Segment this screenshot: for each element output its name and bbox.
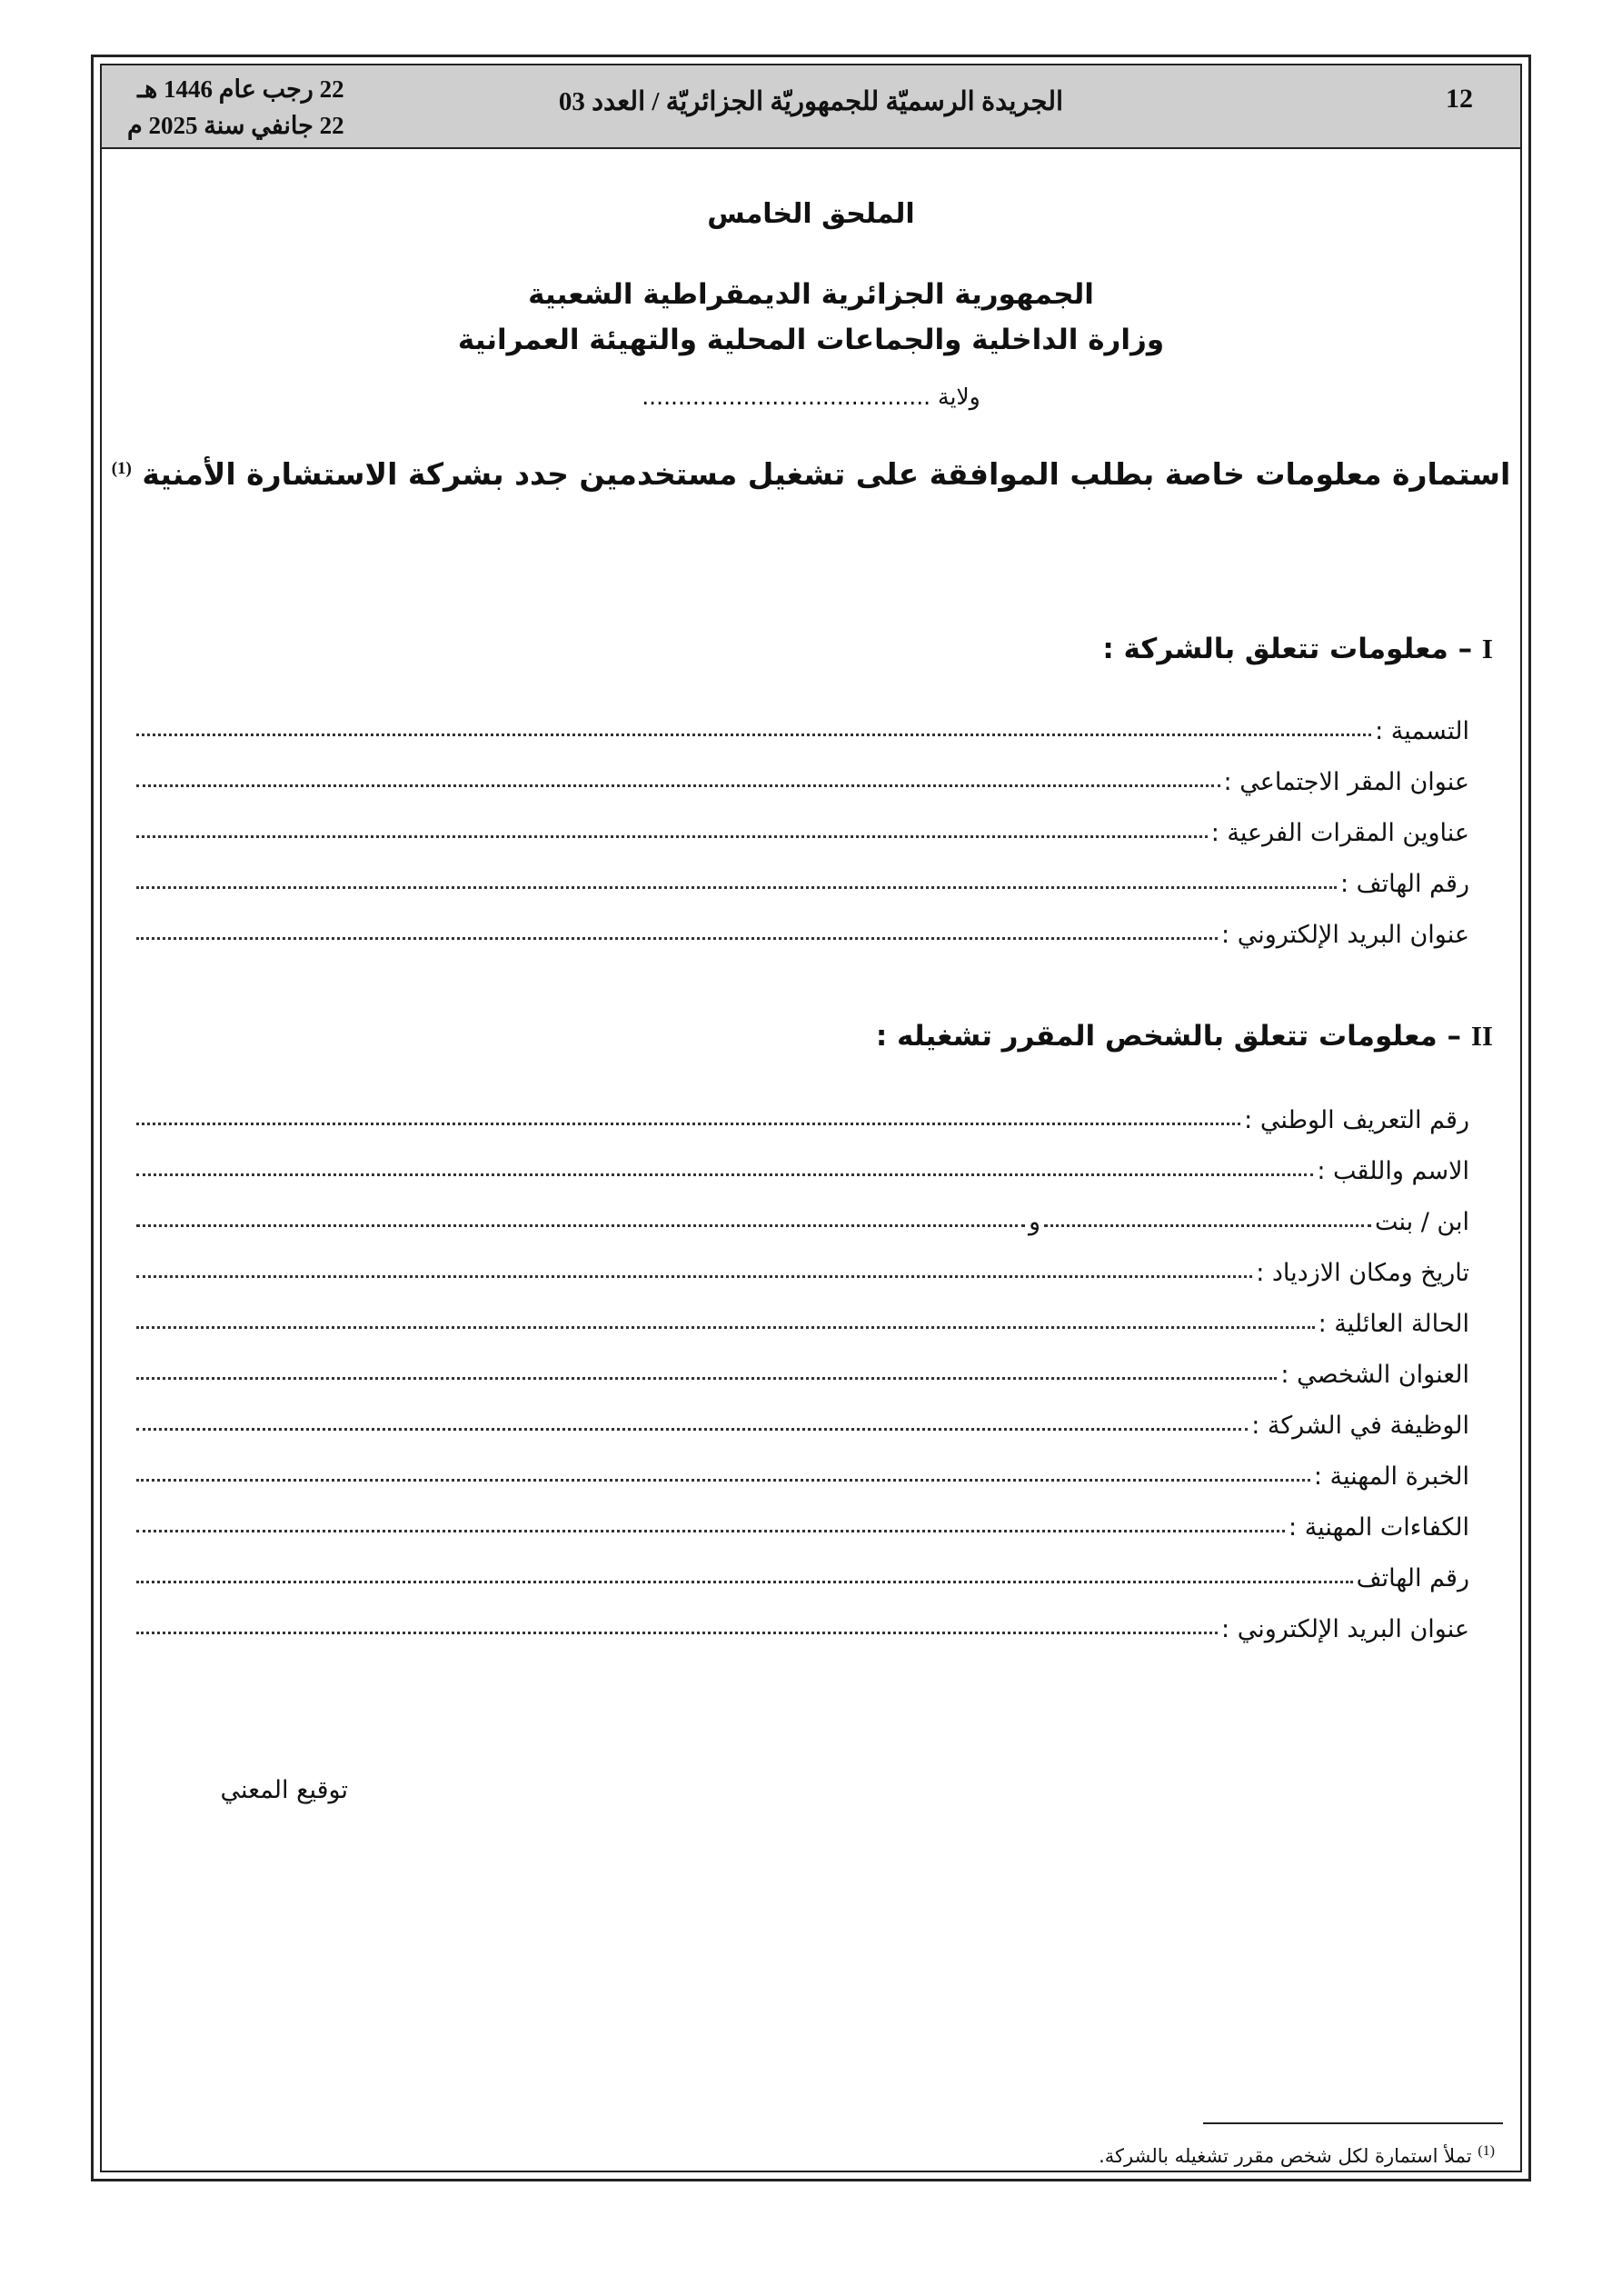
field-label: عنوان البريد الإلكتروني : [1221, 921, 1469, 949]
field-label: الوظيفة في الشركة : [1251, 1412, 1469, 1440]
field-label: تاريخ ومكان الازدياد : [1256, 1259, 1469, 1287]
annex-title: الملحق الخامس [707, 198, 915, 230]
fill-line[interactable] [136, 1323, 1315, 1329]
field-label: عنوان المقر الاجتماعي : [1223, 768, 1469, 796]
field-personal-address[interactable] [136, 1347, 1469, 1389]
field-head-office-address[interactable] [136, 754, 1469, 796]
field-birth-date-place[interactable] [136, 1245, 1469, 1287]
fill-line[interactable] [136, 781, 1220, 787]
field-label: التسمية : [1375, 717, 1469, 745]
field-son-daughter-of[interactable] [136, 1194, 1469, 1236]
fill-line[interactable] [136, 1526, 1285, 1532]
field-company-phone[interactable] [136, 856, 1469, 898]
field-label: رقم الهاتف [1356, 1564, 1469, 1592]
hijri-date: 22 رجب عام 1446 هـ [137, 75, 344, 103]
field-label: عنوان البريد الإلكتروني : [1221, 1615, 1469, 1643]
field-branch-addresses[interactable] [136, 805, 1469, 847]
section-1-heading [1102, 633, 1493, 665]
form-title-text: استمارة معلومات خاصة بطلب الموافقة على تشغيل مستخدمين جدد بشركة الاستشارة الأمنية [142, 456, 1511, 492]
field-label: ابن / بنت [1374, 1208, 1469, 1236]
journal-title: الجريدة الرسميّة للجمهوريّة الجزائريّة / العدد 03 [558, 87, 1064, 116]
field-professional-skills[interactable] [136, 1500, 1469, 1542]
field-label: الاسم واللقب : [1317, 1157, 1469, 1185]
fill-line[interactable] [136, 730, 1371, 736]
field-company-name[interactable] [136, 704, 1469, 745]
footnote-divider [1203, 2122, 1503, 2124]
fill-line[interactable] [136, 1170, 1313, 1176]
field-job-in-company[interactable] [136, 1398, 1469, 1440]
section-2-heading [876, 1020, 1493, 1053]
section-2-title: – معلومات تتعلق بالشخص المقرر تشغيله : [875, 1020, 1462, 1053]
field-national-id[interactable] [136, 1093, 1469, 1134]
fill-line[interactable] [136, 1628, 1218, 1634]
section-1-number: I [1481, 633, 1493, 664]
fill-line[interactable] [136, 1119, 1240, 1125]
header-date [127, 71, 344, 144]
fill-line[interactable] [136, 1475, 1310, 1482]
field-company-email[interactable] [136, 907, 1469, 949]
form-title [102, 456, 1520, 492]
footnote-text: تملأ استمارة لكل شخص مقرر تشغيله بالشركة. [1099, 2145, 1472, 2167]
fill-line[interactable] [136, 1424, 1248, 1431]
form-title-footnote-mark: (1) [111, 459, 132, 478]
footnote-mark: (1) [1478, 2143, 1495, 2159]
footnote [1099, 2143, 1495, 2167]
field-person-email[interactable] [136, 1602, 1469, 1643]
field-label: الخبرة المهنية : [1313, 1462, 1469, 1491]
ministry-name: وزارة الداخلية والجماعات المحلية والتهيئة العمرانية [457, 324, 1165, 356]
fill-line[interactable] [136, 832, 1208, 838]
field-label: الحالة العائلية : [1318, 1310, 1469, 1338]
field-label: العنوان الشخصي : [1280, 1361, 1469, 1389]
fill-line[interactable] [136, 1373, 1277, 1380]
field-label: رقم التعريف الوطني : [1244, 1106, 1469, 1134]
section-2-number: II [1470, 1020, 1493, 1052]
section-1-title: – معلومات تتعلق بالشركة : [1102, 633, 1473, 665]
fill-line[interactable] [136, 1577, 1353, 1583]
conjunction-and: و [1028, 1208, 1040, 1236]
signature-label: توقيع المعني [220, 1776, 348, 1804]
republic-name: الجمهورية الجزائرية الديمقراطية الشعبية [528, 278, 1094, 311]
fill-line[interactable] [136, 1272, 1252, 1278]
wilaya-line: ولاية ........................................ [642, 384, 980, 410]
fill-line-mother[interactable] [136, 1221, 1025, 1227]
field-marital-status[interactable] [136, 1296, 1469, 1338]
field-label: رقم الهاتف : [1339, 870, 1469, 898]
field-professional-experience[interactable] [136, 1449, 1469, 1491]
field-person-phone[interactable] [136, 1551, 1469, 1592]
page-header [102, 65, 1520, 149]
fill-line-father[interactable] [1044, 1221, 1371, 1227]
field-full-name[interactable] [136, 1143, 1469, 1185]
fill-line[interactable] [136, 933, 1218, 940]
gregorian-date: 22 جانفي سنة 2025 م [127, 112, 344, 139]
field-label: الكفاءات المهنية : [1289, 1513, 1469, 1542]
field-label: عناوين المقرات الفرعية : [1210, 819, 1469, 847]
fill-line[interactable] [136, 883, 1337, 889]
page-number: 12 [1446, 84, 1473, 114]
